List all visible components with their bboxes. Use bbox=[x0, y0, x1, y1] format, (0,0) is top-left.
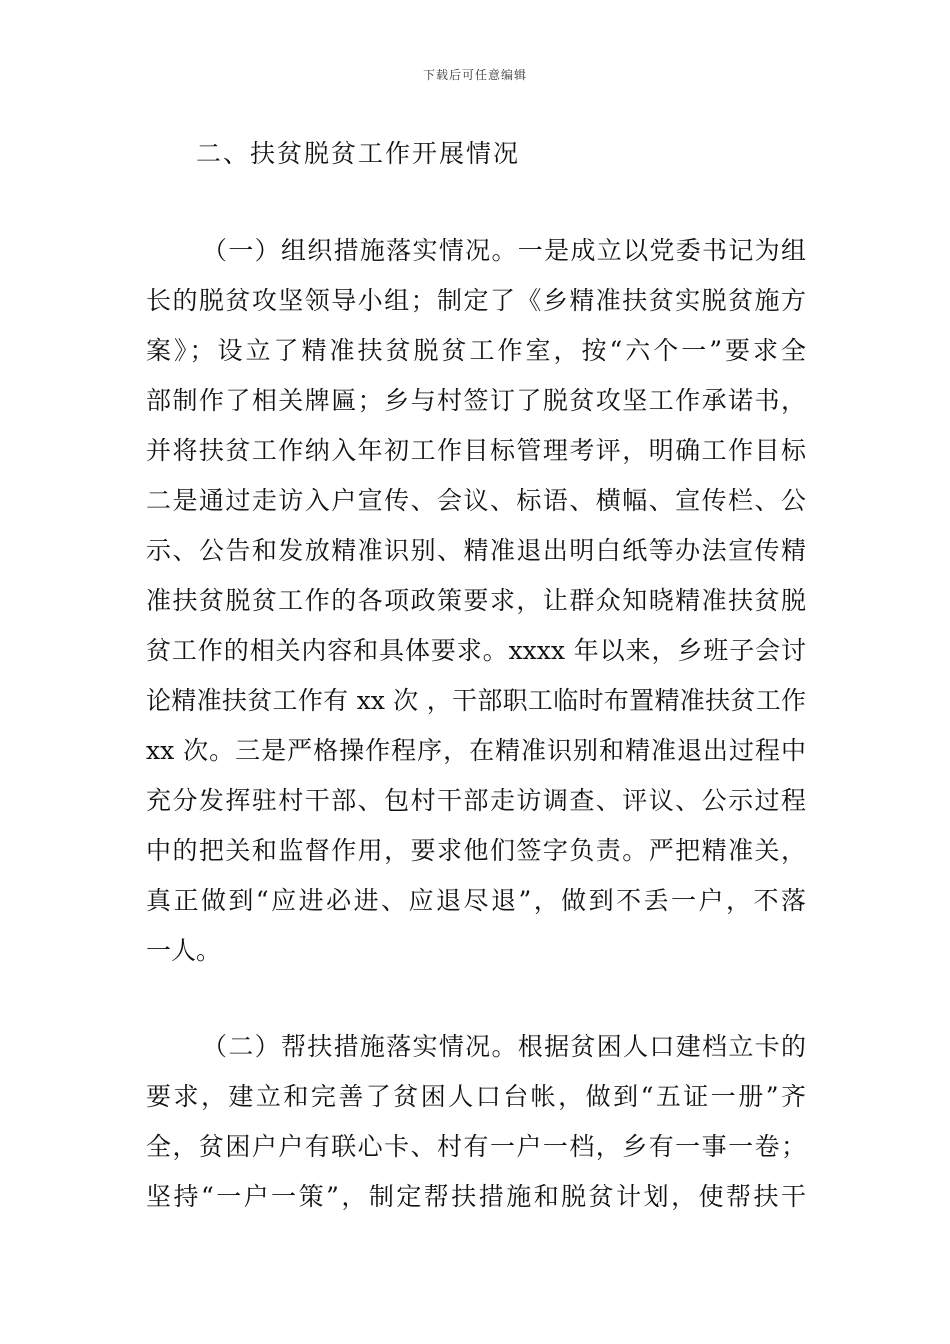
paragraph-line: 一人。 bbox=[146, 936, 222, 965]
paragraph-line: 长的脱贫攻坚领导小组；制定了《乡精准扶贫实脱贫施方 bbox=[146, 286, 806, 315]
paragraph-line: 准扶贫脱贫工作的各项政策要求，让群众知晓精准扶贫脱 bbox=[146, 586, 806, 615]
paragraph-line: 论精准扶贫工作有 xx 次 ，干部职工临时布置精准扶贫工作 bbox=[146, 686, 806, 715]
paragraph-line: 二是通过走访入户宣传、会议、标语、横幅、宣传栏、公 bbox=[146, 486, 806, 515]
paragraph-line: 要求，建立和完善了贫困人口台帐，做到“五证一册”齐 bbox=[146, 1082, 806, 1111]
paragraph-2 bbox=[146, 1022, 806, 1222]
paragraph-line: （一）组织措施落实情况。一是成立以党委书记为组 bbox=[202, 236, 806, 265]
paragraph-line: 贫工作的相关内容和具体要求。xxxx 年以来，乡班子会讨 bbox=[146, 636, 806, 665]
paragraph-line: 全，贫困户户有联心卡、村有一户一档，乡有一事一卷； bbox=[146, 1132, 806, 1161]
paragraph-line: 坚持“一户一策”，制定帮扶措施和脱贫计划，使帮扶干 bbox=[146, 1182, 806, 1211]
section-title: 二、扶贫脱贫工作开展情况 bbox=[196, 139, 521, 168]
paragraph-line: 示、公告和发放精准识别、精准退出明白纸等办法宣传精 bbox=[146, 536, 806, 565]
paragraph-line: 部制作了相关牌匾；乡与村签订了脱贫攻坚工作承诺书， bbox=[146, 386, 806, 415]
paragraph-line: 真正做到“应进必进、应退尽退”，做到不丢一户，不落 bbox=[146, 886, 806, 915]
paragraph-line: 中的把关和监督作用，要求他们签字负责。严把精准关， bbox=[146, 836, 806, 865]
paragraph-1 bbox=[146, 226, 806, 976]
paragraph-line: （二）帮扶措施落实情况。根据贫困人口建档立卡的 bbox=[202, 1032, 806, 1061]
paragraph-line: 充分发挥驻村干部、包村干部走访调查、评议、公示过程 bbox=[146, 786, 806, 815]
paragraph-line: xx 次。三是严格操作程序，在精准识别和精准退出过程中 bbox=[146, 736, 806, 765]
paragraph-line: 并将扶贫工作纳入年初工作目标管理考评，明确工作目标 bbox=[146, 436, 806, 465]
header-note: 下载后可任意编辑 bbox=[422, 68, 527, 82]
paragraph-line: 案》；设立了精准扶贫脱贫工作室，按“六个一”要求全 bbox=[146, 336, 806, 365]
